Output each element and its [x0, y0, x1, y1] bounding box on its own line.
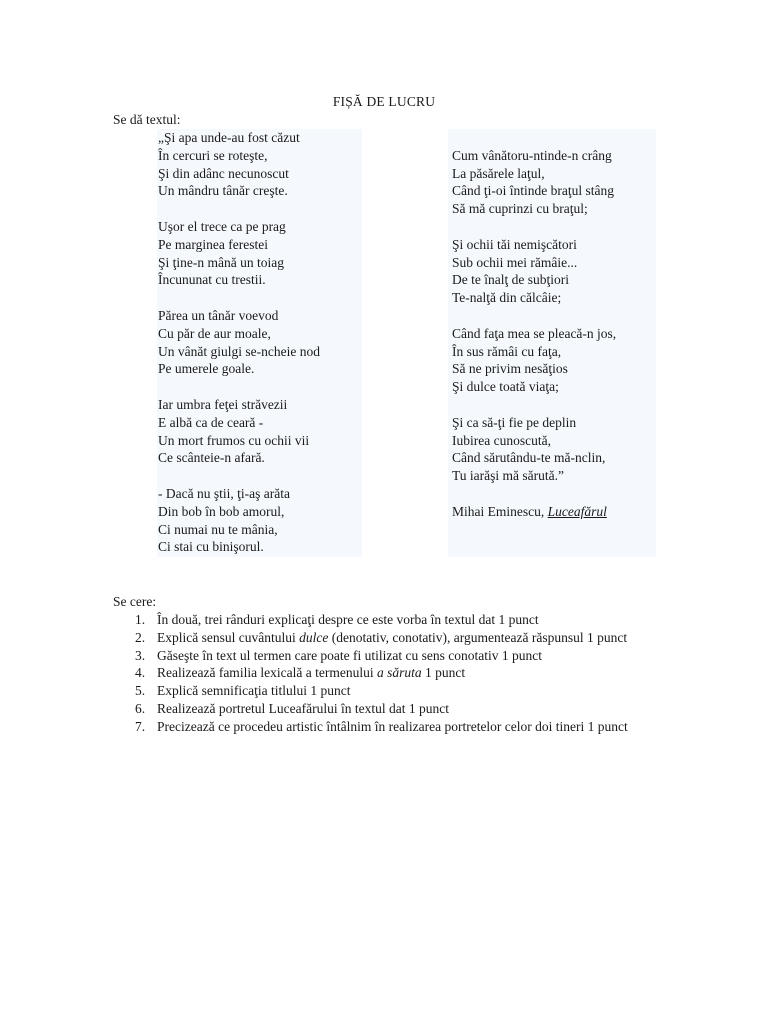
poem-line: Din bob în bob amorul,	[158, 503, 285, 519]
requirement-emphasis: dulce	[299, 629, 329, 645]
poem-line: Te-nalţă din călcâie;	[452, 290, 562, 306]
poem-column-left	[157, 129, 362, 557]
poem-line: În sus rămâi cu faţa,	[452, 343, 562, 359]
requirement-item	[113, 611, 653, 629]
stanza	[452, 236, 656, 307]
requirement-emphasis: a săruta	[377, 665, 422, 681]
page-title: FIȘĂ DE LUCRU	[332, 94, 436, 109]
poem-line: Ce scânteie-n afară.	[158, 450, 265, 466]
poem-line: - Dacă nu ştii, ţi-aş arăta	[158, 485, 290, 501]
requirement-text: Realizează familia lexicală a termenului	[157, 665, 378, 681]
signature-author: Mihai Eminescu,	[452, 503, 545, 519]
stanza	[158, 218, 362, 289]
requirement-number: 6.	[135, 700, 146, 716]
poem-line: Când sărutându-te mă-nclin,	[452, 450, 606, 466]
intro-text: Se dă textul:	[113, 112, 181, 127]
poem-line: Un mândru tânăr creşte.	[158, 183, 288, 199]
stanza	[452, 414, 656, 485]
poem-line: E albă ca de ceară -	[158, 414, 264, 430]
poem-line: Şi din adânc necunoscut	[158, 165, 289, 181]
requirement-text: Precizează ce procedeu artistic întâlnim în realizarea portretelor celor doi tineri 1 punct	[157, 718, 628, 734]
poem-line: „Şi apa unde-au fost căzut	[158, 130, 300, 145]
poem-line: Pe marginea ferestei	[158, 236, 268, 252]
signature-work-title: Luceafărul	[547, 503, 607, 519]
requirement-text: (denotativ, conotativ), argumentează răspunsul 1 punct	[328, 629, 628, 645]
requirement-number: 3.	[135, 647, 146, 663]
requirement-item	[113, 682, 653, 700]
requirement-item	[113, 647, 653, 665]
requirement-item	[113, 718, 653, 736]
poem-line: Un mort frumos cu ochii vii	[158, 432, 310, 448]
stanza	[158, 307, 362, 378]
stanza	[158, 485, 362, 556]
stanza	[452, 147, 656, 218]
stanza	[158, 129, 362, 200]
requirement-item	[113, 664, 653, 682]
poem-line: Şi ţine-n mână un toiag	[158, 254, 284, 270]
poem-line: Sub ochii mei rămâie...	[452, 254, 578, 270]
poem-line: Şi ca să-ţi fie pe deplin	[452, 414, 577, 430]
requirement-text: În două, trei rânduri explicaţi despre ce este vorba în textul dat 1 punct	[157, 612, 539, 627]
stanza	[452, 325, 656, 396]
requirements-intro: Se cere:	[113, 594, 157, 609]
requirement-number: 1.	[135, 612, 146, 627]
stanza	[158, 396, 362, 467]
requirement-number: 7.	[135, 718, 146, 734]
requirement-text: Explică semnificaţia titlului 1 punct	[157, 683, 351, 699]
poem-line: La păsărele laţul,	[452, 165, 545, 181]
poem-column-right	[448, 129, 656, 557]
poem-line: Încununat cu trestii.	[158, 272, 266, 288]
requirement-text: Găseşte în text ul termen care poate fi utilizat cu sens conotativ 1 punct	[157, 647, 542, 663]
poem-line: Tu iarăşi mă sărută.”	[452, 468, 564, 484]
requirement-text: Realizează portretul Luceafărului în textul dat 1 punct	[157, 700, 449, 716]
poem-line: Părea un tânăr voevod	[158, 307, 279, 323]
poem-line: Să ne privim nesăţios	[452, 361, 568, 377]
poem-line: De te înalţ de subţiori	[452, 272, 569, 288]
requirement-number: 4.	[135, 665, 146, 681]
poem-line: Şi dulce toată viaţa;	[452, 379, 559, 395]
poem-line: Un vânăt giulgi se-ncheie nod	[158, 343, 320, 359]
requirements-list	[113, 611, 653, 736]
poem-line: Să mă cuprinzi cu braţul;	[452, 201, 588, 217]
poem-line: Când ţi-oi întinde braţul stâng	[452, 183, 614, 199]
requirement-number: 5.	[135, 683, 146, 699]
poem-line: Şi ochii tăi nemişcători	[452, 236, 577, 252]
poem-line: În cercuri se roteşte,	[158, 147, 268, 163]
requirement-text: Explică sensul cuvântului	[157, 629, 300, 645]
poem-line: Cum vânătoru-ntinde-n crâng	[452, 147, 612, 163]
poem-line: Ci stai cu binişorul.	[158, 539, 264, 555]
poem-line: Când faţa mea se pleacă-n jos,	[452, 325, 617, 341]
poem-line: Pe umerele goale.	[158, 361, 255, 377]
requirement-text: 1 punct	[421, 665, 466, 681]
signature	[452, 503, 656, 521]
poem-line: Uşor el trece ca pe prag	[158, 218, 286, 234]
requirement-number: 2.	[135, 629, 146, 645]
poem-line: Iar umbra feţei străvezii	[158, 396, 288, 412]
poem-line: Iubirea cunoscută,	[452, 432, 551, 448]
requirement-item	[113, 700, 653, 718]
poem-line: Cu păr de aur moale,	[158, 325, 271, 341]
poem-line: Ci numai nu te mânia,	[158, 521, 278, 537]
requirement-item	[113, 629, 653, 647]
